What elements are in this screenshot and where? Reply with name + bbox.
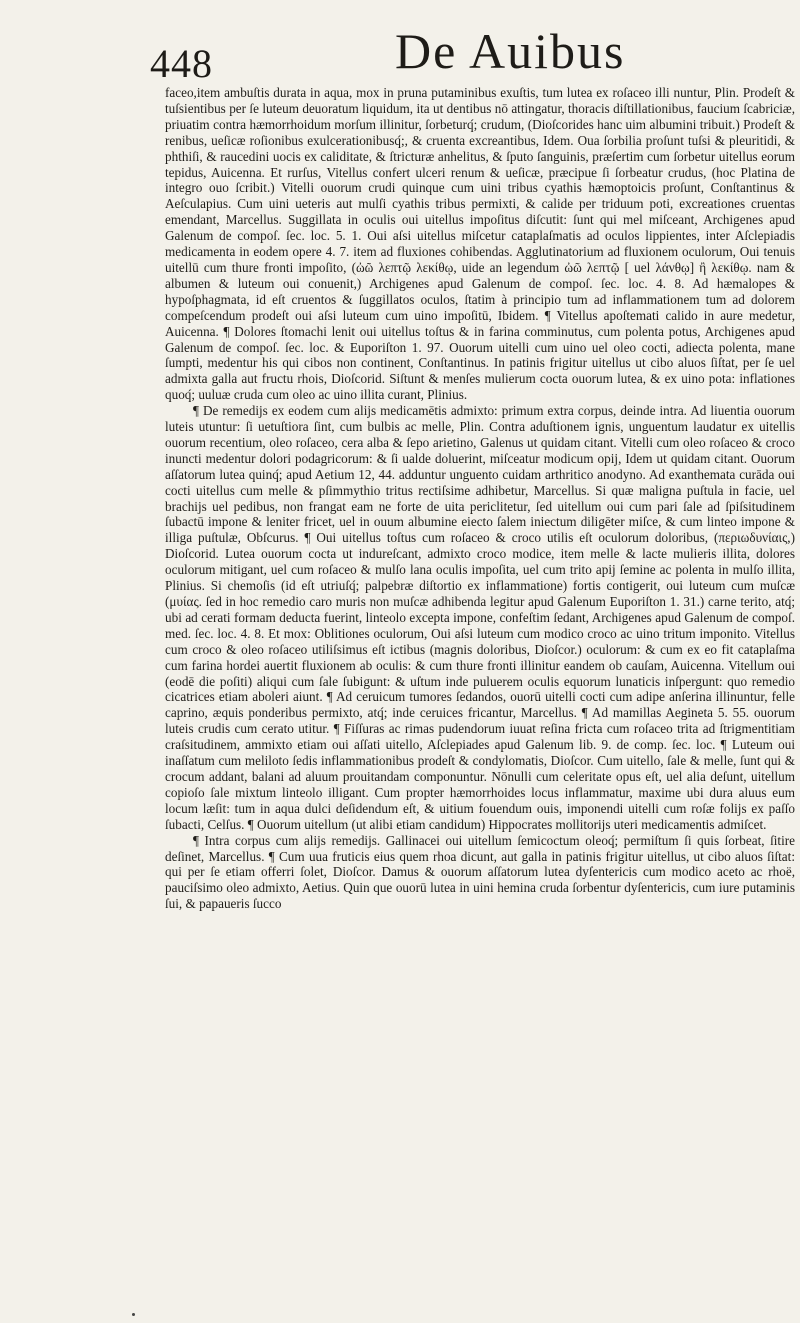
body-text	[165, 85, 795, 1315]
page-number: 448	[150, 41, 213, 86]
paragraph: faceo,item ambuſtis durata in aqua, mox in pruna putaminibus exuſtis, tum lutea ex roſaceo illi nuntur, Plin. Prodeſt & tuſsientibus per ſe luteum deuoratum liquidum, ita ut dentibus nō attingatur, thoracis diſtillationibus, faucium ſcabriciæ, priuatim contra hæmorrhoidum morſum illinitur, ſorbeturq́; crudum, (Dioſcorides hanc uim albumini tribuit.) Prodeſt & renibus, ueſicæ roſionibus exulcerationibusq́;, & cruenta excreantibus, Idem. Oua ſorbilia proſunt tuſsi & pleuritidi, & phthiſi, & raucedini uocis ex caliditate, & ſtricturæ anhelitus, & ſputo ſanguinis, præſertim cum ſorbetur uitellus eorum tepidus, Auicenna. Et rurſus, Vitellus confert ulceri renum & ueſicæ, præcipue ſi ſorbeatur crudus, (hoc Platina de integro ouo ſcribit.) Vitelli ouorum crudi quinque cum uini tribus cyathis hæmoptoicis proſunt, Conſtantinus & Aeſculapius. Cum uini ueteris aut mulſi cyathis tribus permixti, & calide per triduum poti, excreationes cruentas emendant, Marcellus. Suggillata in oculis oui uitellus impoſitus diſcutit: ſunt qui mel miſceant, Archigenes apud Galenum de compoſ. ſec. loc. 5. 1. Oui aſsi uitellus miſcetur cataplaſmatis ad oculos lippientes, inter Aſclepiadis medicamenta in eodem opere 4. 7. item ad fluxiones cohibendas. Agglutinatorium ad fluxionem oculorum, Oui tenuis uitellū cum thure fronti impoſito, (ὠῶ λεπτῷ λεκίθῳ, uide an legendum ὠῶ λεπτῷ [ uel λάνθῳ] ἢ λεκίθῳ. nam & albumen & luteum oui conuenit,) Archigenes apud Galenum de compoſ. ſec. loc. 4. 8. Ad hæmalopes & hypoſphagmata, id eſt cruentos & ſuggillatos oculos, ſtatim à principio tum ad inflammationem tum ad dolorem compeſcendum prodeſt oui aſsi luteum cum uino impoſitū, Ibidem. ¶ Vitellus apoſtemati calido in aure medetur, Auicenna. ¶ Dolores ſtomachi lenit oui uitellus toſtus & in farina comminutus, cum polenta potus, Archigenes apud Galenum de compoſ. ſec. loc. & Euporiſton 1. 97. Ouorum uitelli cum uino uel oleo cocti, adiecta polenta, mane ſumpti, medentur his qui cibos non continent, Conſtantinus. In patinis frigitur uitellus ut cibo aluos ſiſtat, per ſe uel admixta galla aut fructu rhois, Dioſcorid. Siſtunt & menſes mulierum cocta ouorum lutea, & ex uino pota: inflationes quoq́; uuluæ cruda cum oleo ac uino illita curant, Plinius.	[165, 85, 795, 403]
paragraph: ¶ De remedijs ex eodem cum alijs medicamētis admixto: primum extra corpus, deinde intra. Ad liuentia ouorum luteis utuntur: ſi uetuſtiora ſint, cum bulbis ac melle, Plin. Contra aduſtionem ignis, unguentum laudatur ex uitellis ouorum recentium, oleo roſaceo, cera alba & ſepo arietino, Galenus ut quidam citant. Vitelli cum oleo roſaceo & croco inuncti medentur dolori podagricorum: & ſi ualde doluerint, miſceatur modicum opij, Idem ut quidam citant. Ouorum aſſatorum lutea quinq́; apud Aetium 12, 44. adduntur unguento cuidam arthritico anodyno. Ad exanthemata curāda oui cocti uitellus cum melle & pſimmythio tritus rectiſsime adhibetur, Marcellus. Si quæ maligna puſtula in facie, uel brachijs uel pedibus, non frangat eam ne forte de uita periclitetur, ſed uitellum oui cum pari ſale ad ſpiſsitudinem ſubactū impone & leniter fricet, uel in ouum albumine eiecto ſalem iniectum diligēter miſce, & cum linteo impone & illiga puſtulæ, Obſcurus. ¶ Oui uitellus toſtus cum roſaceo & croco utilis eſt oculorum doloribus, (περιωδυνίαις,) Dioſcorid. Lutea ouorum cocta ut indureſcant, admixto croco modice, item melle & lacte mulieris illita, dolores oculorum mitigant, uel cum roſaceo & mulſo lana oculis impoſita, uel cum trito apij ſemine ac polenta in mulſo illita, Plinius. Si chemoſis (id eſt utriuſq́; palpebræ diſtortio ex inflammatione) fortis contigerit, oui luteum cum muſcæ (μυίας. ſed in hoc remedio caro muris non muſcæ adhibenda legitur apud Galenum Euporiſton 1. 31.) carne terito, atq́; ubi ad cerati formam deducta fuerint, linteolo excepta impone, confeſtim ſedant, Archigenes apud Galenum de compoſ. med. ſec. loc. 4. 8. Et mox: Oblitiones oculorum, Oui aſsi luteum cum modico croco ac uino tritum imponito. Vitellus cum croco & oleo roſaceo utiliſsimus eſt ictibus (magnis doloribus, Dioſcor.) oculorum: & cum ex eo fit cataplaſma cum farina hordei auertit fluxionem ab oculis: & cum thure fronti illinitur eandem ob cauſam, Auicenna. Vitellum oui (eodē die poſiti) aliqui cum ſale ſubigunt: & uſtum inde puluerem oculis equorum lunaticis inſpergunt: quo remedio cicatrices etiam aboleri aiunt. ¶ Ad ceruicum tumores ſedandos, ouorū uitelli cocti cum adipe anſerina illinuntur, felle caprino, æquis ponderibus permixto, atq́; inde ceruices fricantur, Marcellus. ¶ Ad mamillas Aegineta 5. 55. ouorum luteis crudis cum cerato utitur. ¶ Fiſſuras ac rimas pudendorum iuuat reſina fricta cum roſaceo trita ad ſtrigmentitiam craſsitudinem, ammixto etiam oui aſſati uitello, Aſclepiades apud Galenum lib. 9. de comp. ſec. loc. ¶ Luteum oui inaſſatum cum meliloto ſedis inflammationibus prodeſt & condylomatis, Dioſcor. Cum uitello, ſale & melle, ſunt qui & crocum addant, balani ad aluum prouitandam componuntur. Nōnulli cum celeritate opus eſt, uel alia deſunt, uitellum copioſo ſale mixtum linteolo illigant. Cum propter hæmorrhoides locus inflammatur, maxime ubi dura aluus eum locum læſit: tum in aqua dulci deſidendum eſt, & uitium fouendum ouis, imponendi uitelli cum roſæ folijs ex paſſo ſubacti, Celſus. ¶ Ouorum uitellum (ut alibi etiam candidum) Hippocrates mollitorijs uteri medicamentis admiſcet.	[165, 403, 795, 832]
ink-dot	[132, 1313, 135, 1316]
paragraph: ¶ Intra corpus cum alijs remedijs. Gallinacei oui uitellum ſemicoctum oleoq́; permiſtum ſi quis ſorbeat, ſitire deſinet, Marcellus. ¶ Cum uua fruticis eius quem rhoa dicunt, aut galla in patinis frigitur uitellus, ut cibo aluos ſiſtat: qui per ſe etiam offerri ſolet, Dioſcor. Damus & ouorum aſſatorum lutea dyſentericis cum modico aceto ac rhoë, pauciſsimo oleo admixto, Aetius. Quin que ouorū lutea in uini hemina cruda ſorbentur dyſentericis, cum iure putaminis ſui, & papaueris ſucco	[165, 832, 795, 912]
running-head: De Auibus	[395, 23, 626, 79]
